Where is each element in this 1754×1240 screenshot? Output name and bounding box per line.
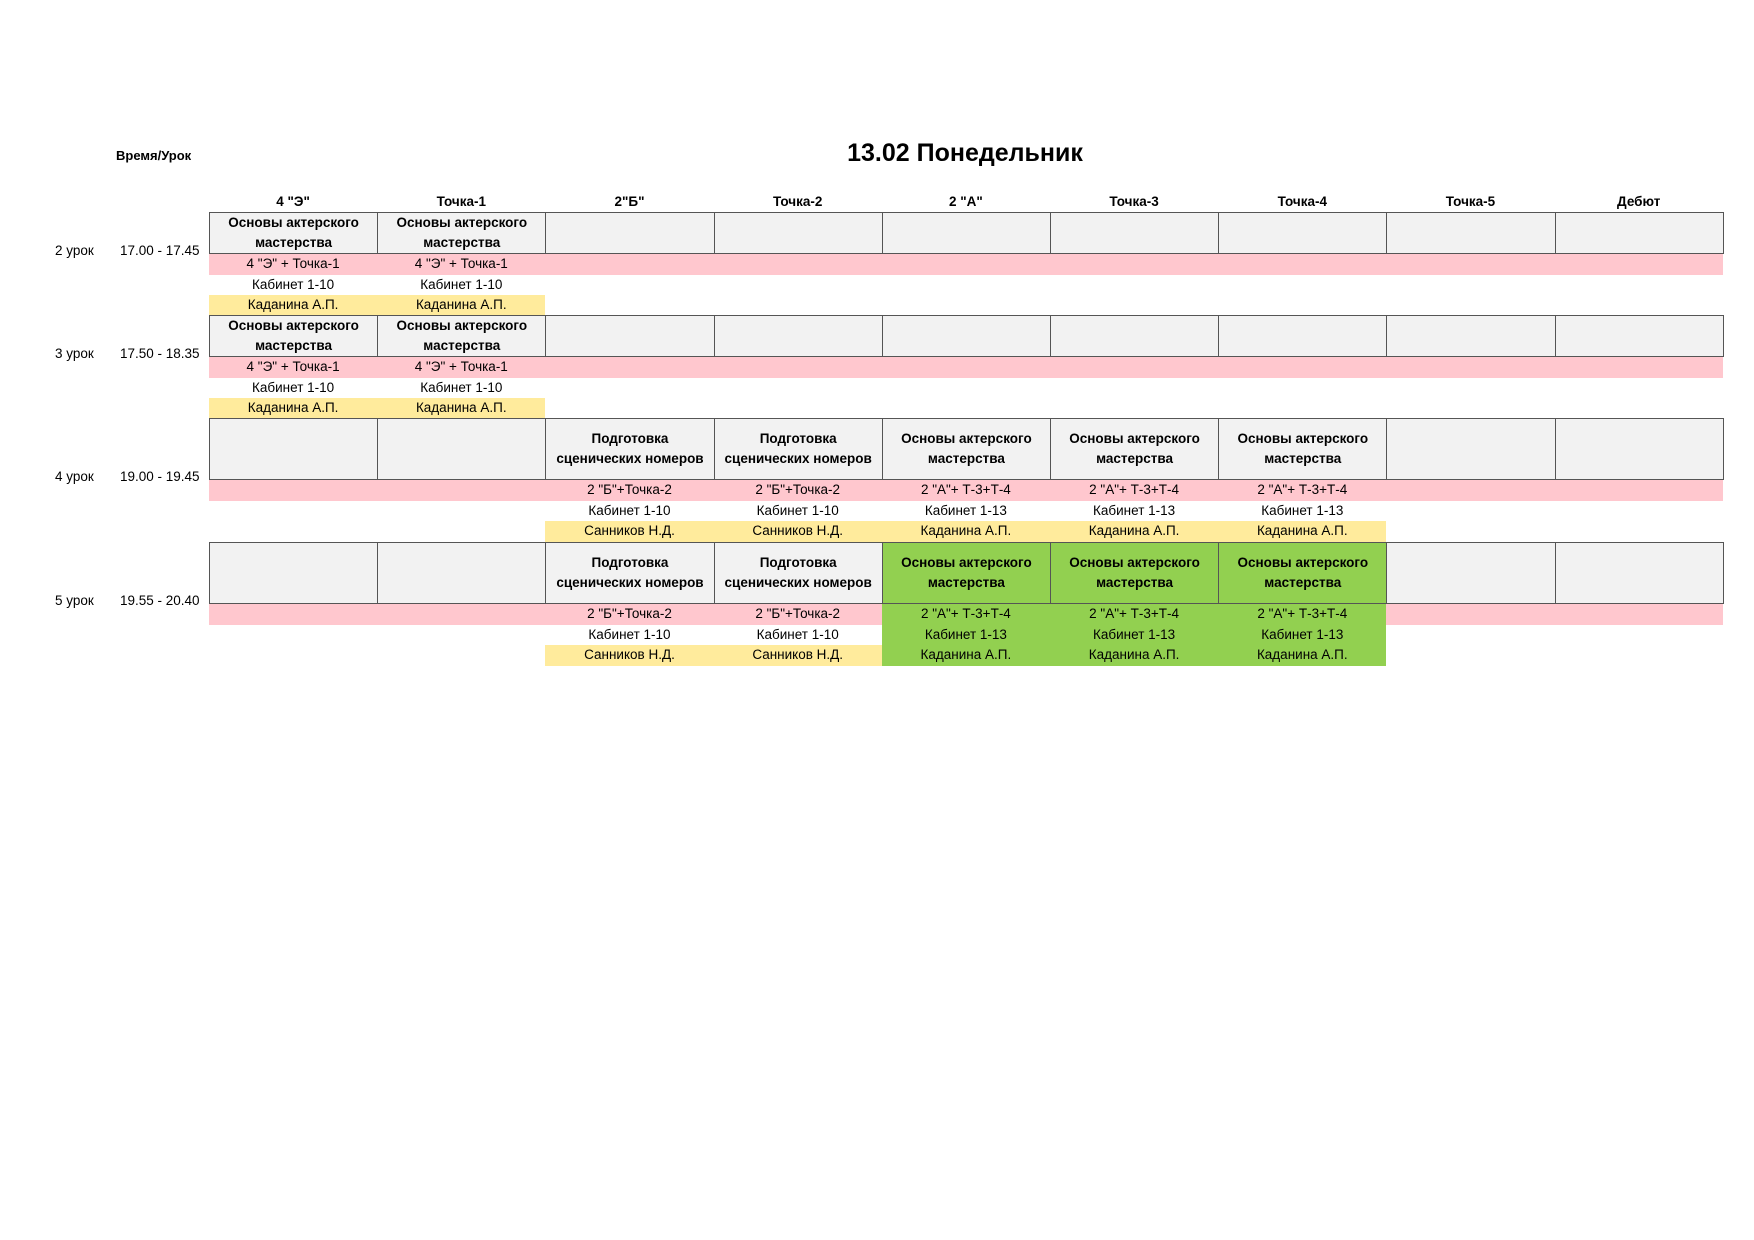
subject-cell [1386, 315, 1555, 357]
subject-cell: Основы актерского мастерства [1218, 542, 1387, 604]
lesson-time: 17.00 - 17.45 [120, 243, 200, 258]
subject-cell [882, 315, 1051, 357]
lesson-number: 2 урок [55, 243, 94, 258]
room-cell: Кабинет 1-10 [756, 626, 839, 642]
lesson-number: 5 урок [55, 593, 94, 608]
teacher-cell: Каданина А.П. [1050, 521, 1218, 542]
subject-cell: Основы актерского мастерства [209, 315, 378, 357]
group-cell: 2 "Б"+Точка-2 [587, 482, 672, 498]
room-cell: Кабинет 1-10 [252, 276, 335, 292]
room-cell: Кабинет 1-13 [924, 626, 1007, 642]
column-header: Дебют [1617, 194, 1661, 209]
group-cell: 2 "А"+ Т-3+Т-4 [920, 482, 1011, 498]
group-cell: 2 "А"+ Т-3+Т-4 [1089, 482, 1180, 498]
column-header: 2 "А" [948, 194, 983, 209]
subject-cell [1555, 315, 1724, 357]
room-cell: Кабинет 1-10 [420, 276, 503, 292]
page-title: 13.02 Понедельник [847, 139, 1083, 167]
room-cell: Кабинет 1-10 [588, 626, 671, 642]
subject-cell: Основы актерского мастерства [882, 542, 1051, 604]
column-header: Точка-5 [1445, 194, 1496, 209]
subject-cell: Основы актерского мастерства [377, 315, 546, 357]
subject-cell: Основы актерского мастерства [377, 212, 546, 254]
room-cell: Кабинет 1-13 [1261, 502, 1344, 518]
group-cell: 2 "А"+ Т-3+Т-4 [920, 606, 1011, 622]
group-cell: 2 "А"+ Т-3+Т-4 [1257, 482, 1348, 498]
subject-cell [1218, 212, 1387, 254]
subject-cell [545, 315, 714, 357]
teacher-cell: Каданина А.П. [1088, 647, 1180, 663]
subject-cell [209, 542, 378, 604]
column-header: 2"Б" [614, 194, 645, 209]
lesson-time: 19.00 - 19.45 [120, 469, 200, 484]
group-cell: 2 "А"+ Т-3+Т-4 [1089, 606, 1180, 622]
subject-cell [1555, 212, 1724, 254]
room-cell: Кабинет 1-13 [1261, 626, 1344, 642]
group-cell: 2 "Б"+Точка-2 [587, 606, 672, 622]
subject-cell: Основы актерского мастерства [1050, 542, 1219, 604]
column-header: Точка-2 [772, 194, 823, 209]
teacher-cell: Санников Н.Д. [545, 521, 713, 542]
lesson-time: 17.50 - 18.35 [120, 346, 200, 361]
room-cell: Кабинет 1-13 [1093, 626, 1176, 642]
time-lesson-header: Время/Урок [116, 148, 192, 163]
subject-cell [209, 418, 378, 480]
teacher-cell: Каданина А.П. [209, 398, 377, 419]
teacher-cell: Каданина А.П. [209, 295, 377, 316]
subject-cell [1555, 418, 1724, 480]
subject-cell [1386, 418, 1555, 480]
subject-cell [1555, 542, 1724, 604]
group-cell: 2 "А"+ Т-3+Т-4 [1257, 606, 1348, 622]
group-cell: 2 "Б"+Точка-2 [755, 606, 841, 622]
teacher-cell: Санников Н.Д. [714, 521, 882, 542]
room-cell: Кабинет 1-13 [924, 502, 1007, 518]
room-cell: Кабинет 1-13 [1093, 502, 1176, 518]
teacher-cell: Каданина А.П. [377, 295, 545, 316]
subject-cell [545, 212, 714, 254]
group-cell: 2 "Б"+Точка-2 [755, 482, 841, 498]
group-cell: 4 "Э" + Точка-1 [414, 256, 508, 272]
subject-cell [1050, 212, 1219, 254]
subject-cell: Подготовка сценических номеров [714, 542, 883, 604]
subject-cell [1050, 315, 1219, 357]
lesson-number: 3 урок [55, 346, 94, 361]
lesson-number: 4 урок [55, 469, 94, 484]
teacher-cell: Каданина А.П. [377, 398, 545, 419]
teacher-cell: Каданина А.П. [882, 521, 1050, 542]
subject-cell [882, 212, 1051, 254]
subject-cell [714, 212, 883, 254]
column-header: Точка-3 [1109, 194, 1159, 209]
room-cell: Кабинет 1-10 [588, 502, 671, 518]
subject-cell: Подготовка сценических номеров [545, 418, 714, 480]
teacher-cell: Санников Н.Д. [714, 645, 882, 666]
subject-cell [377, 542, 546, 604]
lesson-time: 19.55 - 20.40 [120, 593, 200, 608]
subject-cell [1386, 212, 1555, 254]
teacher-cell: Каданина А.П. [1256, 647, 1348, 663]
column-header: Точка-4 [1277, 194, 1327, 209]
subject-cell [1218, 315, 1387, 357]
column-header: Точка-1 [436, 194, 486, 209]
column-header: 4 "Э" [276, 194, 310, 209]
teacher-cell: Каданина А.П. [1218, 521, 1386, 542]
room-cell: Кабинет 1-10 [756, 502, 839, 518]
room-cell: Кабинет 1-10 [252, 379, 335, 395]
group-cell: 4 "Э" + Точка-1 [414, 359, 508, 375]
subject-cell: Основы актерского мастерства [1050, 418, 1219, 480]
subject-cell: Основы актерского мастерства [209, 212, 378, 254]
subject-cell: Основы актерского мастерства [882, 418, 1051, 480]
group-cell: 4 "Э" + Точка-1 [246, 256, 340, 272]
teacher-cell: Каданина А.П. [920, 647, 1012, 663]
group-cell: 4 "Э" + Точка-1 [246, 359, 340, 375]
subject-cell [377, 418, 546, 480]
subject-cell: Подготовка сценических номеров [714, 418, 883, 480]
subject-cell: Подготовка сценических номеров [545, 542, 714, 604]
subject-cell: Основы актерского мастерства [1218, 418, 1387, 480]
subject-cell [1386, 542, 1555, 604]
subject-cell [714, 315, 883, 357]
teacher-cell: Санников Н.Д. [545, 645, 713, 666]
room-cell: Кабинет 1-10 [420, 379, 503, 395]
